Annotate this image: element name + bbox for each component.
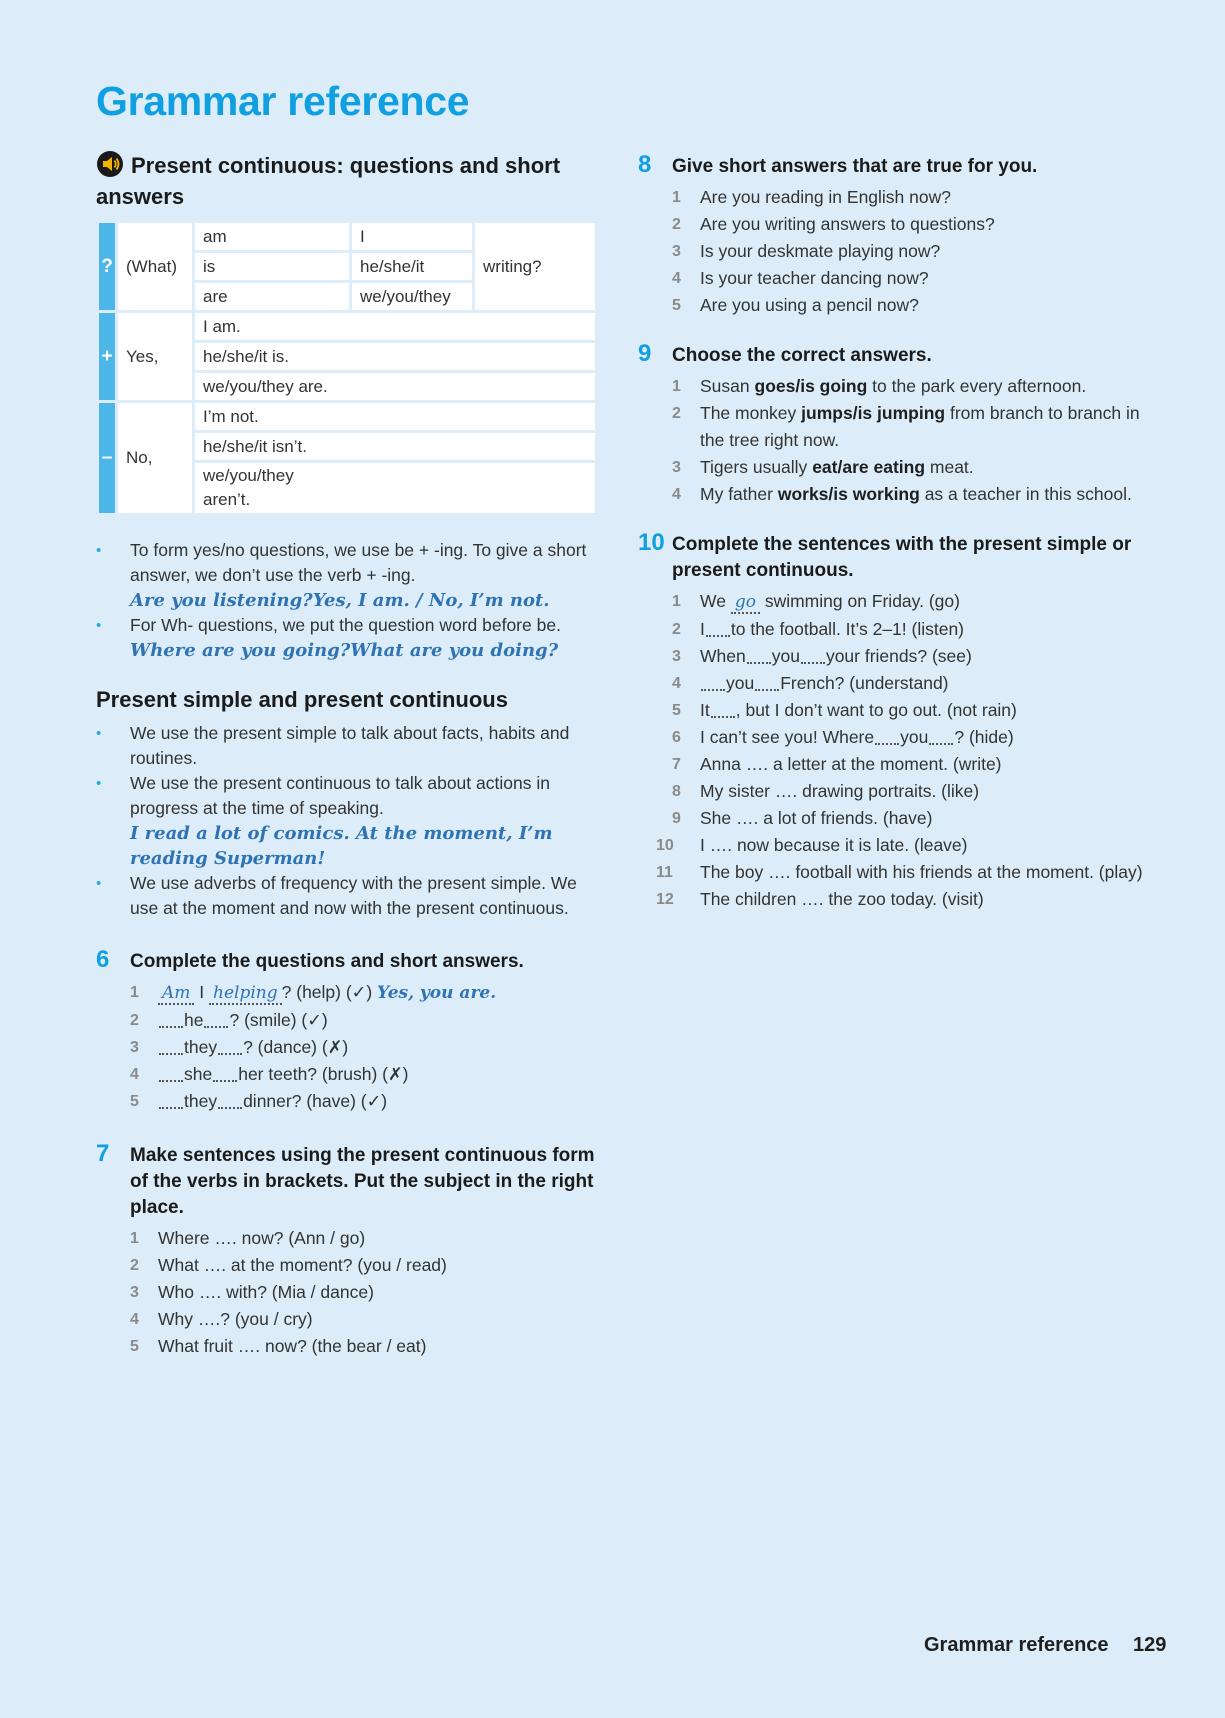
answer-blank[interactable] — [213, 1066, 237, 1082]
list-item — [638, 616, 1158, 643]
footer-title: Grammar reference — [924, 1634, 1109, 1656]
notes-list — [96, 721, 600, 921]
item-text: The children …. the zoo today. (visit) — [700, 889, 984, 909]
answer-blank[interactable]: Am — [158, 983, 194, 1005]
exercise-6 — [96, 946, 600, 1115]
answer-blank[interactable] — [711, 702, 735, 718]
answer-blank[interactable] — [159, 1066, 183, 1082]
answer-blank[interactable] — [204, 1012, 228, 1028]
list-item — [96, 1306, 600, 1333]
item-number: 4 — [672, 675, 681, 692]
item-text: ? (help) (✓) — [281, 982, 373, 1002]
list-item — [638, 400, 1158, 454]
answer-blank[interactable] — [159, 1093, 183, 1109]
item-number: 11 — [656, 864, 673, 881]
exercise-items — [638, 373, 1158, 508]
example-answer: Yes, you are. — [377, 983, 497, 1003]
exercise-items — [638, 588, 1158, 913]
list-item — [638, 805, 1158, 832]
example — [96, 821, 600, 871]
item-text: Why ….? (you / cry) — [158, 1309, 313, 1329]
answer-blank[interactable] — [159, 1012, 183, 1028]
negative-symbol: – — [98, 402, 117, 515]
answer-blank[interactable] — [755, 675, 779, 691]
item-text: Susan — [700, 376, 750, 396]
item-text: Anna …. a letter at the moment. (write) — [700, 754, 1002, 774]
list-item — [638, 751, 1158, 778]
item-text: What fruit …. now? (the bear / eat) — [158, 1336, 427, 1356]
item-text: Where …. now? (Ann / go) — [158, 1228, 366, 1248]
item-number: 1 — [672, 593, 681, 610]
item-text: Who …. with? (Mia / dance) — [158, 1282, 374, 1302]
list-item — [96, 1088, 600, 1115]
item-number: 8 — [672, 783, 681, 800]
answer-blank[interactable] — [701, 675, 725, 691]
answer-choice[interactable]: jumps/is jumping — [801, 403, 946, 423]
item-text: meat. — [929, 457, 974, 477]
list-item — [638, 832, 1158, 859]
exercise-title: Complete the questions and short answers. — [130, 951, 524, 972]
table-cell: he/she/it is. — [194, 342, 597, 372]
note: • We use the present continuous to talk about actions in progress at the time of speaking. — [96, 771, 600, 821]
item-text: ? (hide) — [954, 727, 1014, 747]
item-number: 4 — [130, 1311, 139, 1328]
example-question: What are you doing? — [350, 640, 559, 661]
example-question: Where are you going? — [130, 640, 351, 661]
table-cell: am — [194, 222, 351, 252]
item-text: ? (smile) (✓) — [229, 1010, 328, 1030]
item-text: as a teacher in this school. — [924, 484, 1132, 504]
exercise-title: Choose the correct answers. — [672, 345, 932, 366]
item-text: The boy …. football with his friends at the moment. (play) — [700, 862, 1143, 882]
positive-lead: Yes, — [117, 312, 194, 402]
list-item — [96, 1007, 600, 1034]
list-item — [638, 292, 1158, 319]
item-text: he — [184, 1010, 204, 1030]
item-number: 1 — [130, 1230, 139, 1247]
example-sentence: I read a lot of comics. At the moment, I’m reading Superman! — [130, 823, 553, 869]
list-item — [638, 481, 1158, 508]
question-lead: (What) — [117, 222, 194, 312]
list-item — [638, 724, 1158, 751]
exercise-8 — [638, 151, 1158, 319]
item-text: What …. at the moment? (you / read) — [158, 1255, 447, 1275]
item-text: to the football. It’s 2–1! (listen) — [730, 619, 965, 639]
exercise-items — [96, 979, 600, 1115]
table-cell: are — [194, 282, 351, 312]
item-number: 4 — [672, 270, 681, 287]
example — [96, 588, 600, 613]
list-item — [96, 1252, 600, 1279]
exercise-7 — [96, 1140, 600, 1360]
exercise-number: 6 — [96, 946, 110, 973]
answer-blank[interactable] — [929, 729, 953, 745]
item-number: 10 — [656, 837, 674, 854]
list-item — [96, 979, 600, 1007]
item-text: Is your teacher dancing now? — [700, 268, 929, 288]
item-text: you — [771, 646, 800, 666]
list-item — [96, 1333, 600, 1360]
item-text: , but I don’t want to go out. (not rain) — [735, 700, 1017, 720]
item-text: she — [184, 1064, 213, 1084]
item-text: they — [184, 1037, 218, 1057]
item-text: Tigers usually — [700, 457, 808, 477]
notes-list — [96, 538, 600, 663]
right-column — [638, 150, 1158, 913]
list-item — [638, 454, 1158, 481]
item-text: dinner? (have) (✓) — [243, 1091, 388, 1111]
answer-blank[interactable] — [706, 621, 730, 637]
answer-blank[interactable]: helping — [209, 983, 282, 1005]
section-present-simple-continuous: Present simple and present continuous — [96, 687, 508, 712]
item-text: they — [184, 1091, 218, 1111]
exercise-number: 7 — [96, 1140, 110, 1167]
item-number: 2 — [130, 1257, 139, 1274]
item-number: 3 — [130, 1039, 139, 1056]
list-item — [638, 643, 1158, 670]
exercise-number: 10 — [638, 529, 665, 556]
item-text: When — [700, 646, 746, 666]
item-number: 6 — [672, 729, 681, 746]
list-item — [638, 886, 1158, 913]
answer-blank[interactable] — [747, 648, 771, 664]
left-column — [96, 150, 600, 1360]
exercise-number: 9 — [638, 340, 652, 367]
exercise-title: Give short answers that are true for you. — [672, 156, 1038, 177]
item-text: Are you using a pencil now? — [700, 295, 919, 315]
list-item — [638, 588, 1158, 616]
list-item — [96, 1225, 600, 1252]
list-item — [638, 265, 1158, 292]
list-item — [638, 778, 1158, 805]
note: • For Wh- questions, we put the question word before be. — [96, 613, 600, 638]
item-text: Is your deskmate playing now? — [700, 241, 941, 261]
item-number: 2 — [672, 621, 681, 638]
exercise-items — [96, 1225, 600, 1360]
item-number: 5 — [672, 297, 681, 314]
item-text: It — [700, 700, 710, 720]
table-cell: I am. — [194, 312, 597, 342]
item-number: 9 — [672, 810, 681, 827]
item-number: 1 — [130, 984, 139, 1001]
exercise-title: Make sentences using the present continuous form of the verbs in brackets. Put the subject in the right place. — [130, 1145, 595, 1218]
audio-speaker-icon[interactable] — [96, 150, 124, 184]
grammar-table — [96, 220, 598, 516]
list-item — [638, 859, 1158, 886]
item-number: 12 — [656, 891, 674, 908]
item-number: 5 — [130, 1093, 139, 1110]
item-number: 4 — [672, 486, 681, 503]
answer-blank[interactable] — [218, 1039, 242, 1055]
page-number: 129 — [1133, 1634, 1167, 1656]
page-title: Grammar reference — [96, 78, 470, 124]
table-cell: we/you/they are. — [194, 372, 597, 402]
table-cell: he/she/it — [351, 252, 474, 282]
table-cell: I — [351, 222, 474, 252]
list-item — [96, 1034, 600, 1061]
item-number: 3 — [130, 1284, 139, 1301]
negative-lead: No, — [117, 402, 194, 515]
item-text: I can’t see you! Where — [700, 727, 875, 747]
item-text: you — [726, 673, 755, 693]
list-item — [638, 670, 1158, 697]
list-item — [638, 211, 1158, 238]
item-text: I — [199, 982, 205, 1002]
example-answer: Yes, I am. / No, I’m not. — [312, 590, 550, 611]
list-item — [96, 1061, 600, 1088]
example — [96, 638, 600, 663]
answer-blank[interactable] — [875, 729, 899, 745]
item-text: She …. a lot of friends. (have) — [700, 808, 933, 828]
item-number: 2 — [672, 405, 681, 422]
item-text: My sister …. drawing portraits. (like) — [700, 781, 980, 801]
list-item — [638, 697, 1158, 724]
note: • To form yes/no questions, we use be + -ing. To give a short answer, we don’t use the verb + -ing. — [96, 538, 600, 588]
item-number: 7 — [672, 756, 681, 773]
answer-blank[interactable] — [218, 1093, 242, 1109]
item-text: to the park every afternoon. — [872, 376, 1087, 396]
exercise-items — [638, 184, 1158, 319]
item-number: 3 — [672, 648, 681, 665]
item-number: 5 — [672, 702, 681, 719]
table-cell-text: we/you/they aren’t. — [203, 466, 294, 509]
list-item — [638, 184, 1158, 211]
table-cell: we/you/they — [351, 282, 474, 312]
table-cell: he/she/it isn’t. — [194, 432, 597, 462]
item-text: My father — [700, 484, 773, 504]
answer-choice[interactable]: goes/is going — [754, 376, 868, 396]
item-text: I …. now because it is late. (leave) — [700, 835, 968, 855]
table-cell: I’m not. — [194, 402, 597, 432]
question-symbol: ? — [98, 222, 117, 312]
list-item — [96, 1279, 600, 1306]
item-text: I — [700, 619, 705, 639]
question-end: writing? — [474, 222, 597, 312]
answer-choice[interactable]: works/is working — [777, 484, 920, 504]
item-text: from branch to branch in the tree right now. — [700, 403, 1140, 450]
item-text: her teeth? (brush) (✗) — [238, 1064, 409, 1084]
answer-blank[interactable] — [801, 648, 825, 664]
item-number: 1 — [672, 189, 681, 206]
exercise-number: 8 — [638, 151, 652, 178]
exercise-10 — [638, 529, 1158, 913]
item-number: 2 — [672, 216, 681, 233]
positive-symbol: + — [98, 312, 117, 402]
item-text: ? (dance) (✗) — [243, 1037, 349, 1057]
example-question: Are you listening? — [130, 590, 313, 611]
item-number: 3 — [672, 459, 681, 476]
note: • We use adverbs of frequency with the present simple. We use at the moment and now with the present continuous. — [96, 871, 600, 921]
table-cell — [194, 462, 597, 515]
item-number: 1 — [672, 378, 681, 395]
item-number: 5 — [130, 1338, 139, 1355]
answer-choice[interactable]: eat/are eating — [812, 457, 926, 477]
exercise-title: Complete the sentences with the present simple or present continuous. — [672, 534, 1132, 581]
item-text: Are you writing answers to questions? — [700, 214, 995, 234]
answer-blank[interactable] — [159, 1039, 183, 1055]
section-title: Present continuous: questions and short answers — [96, 153, 561, 209]
item-text: We — [700, 591, 726, 611]
item-text: The monkey — [700, 403, 797, 423]
exercise-9 — [638, 340, 1158, 508]
section-present-continuous-questions — [96, 150, 600, 210]
list-item — [638, 238, 1158, 265]
answer-blank[interactable]: go — [731, 592, 760, 614]
item-text: French? (understand) — [780, 673, 949, 693]
item-number: 3 — [672, 243, 681, 260]
item-number: 2 — [130, 1012, 139, 1029]
item-text: you — [900, 727, 929, 747]
item-number: 4 — [130, 1066, 139, 1083]
note: • We use the present simple to talk about facts, habits and routines. — [96, 721, 600, 771]
item-text: Are you reading in English now? — [700, 187, 951, 207]
item-text: your friends? (see) — [825, 646, 972, 666]
table-cell: is — [194, 252, 351, 282]
item-text: swimming on Friday. (go) — [764, 591, 960, 611]
list-item — [638, 373, 1158, 400]
